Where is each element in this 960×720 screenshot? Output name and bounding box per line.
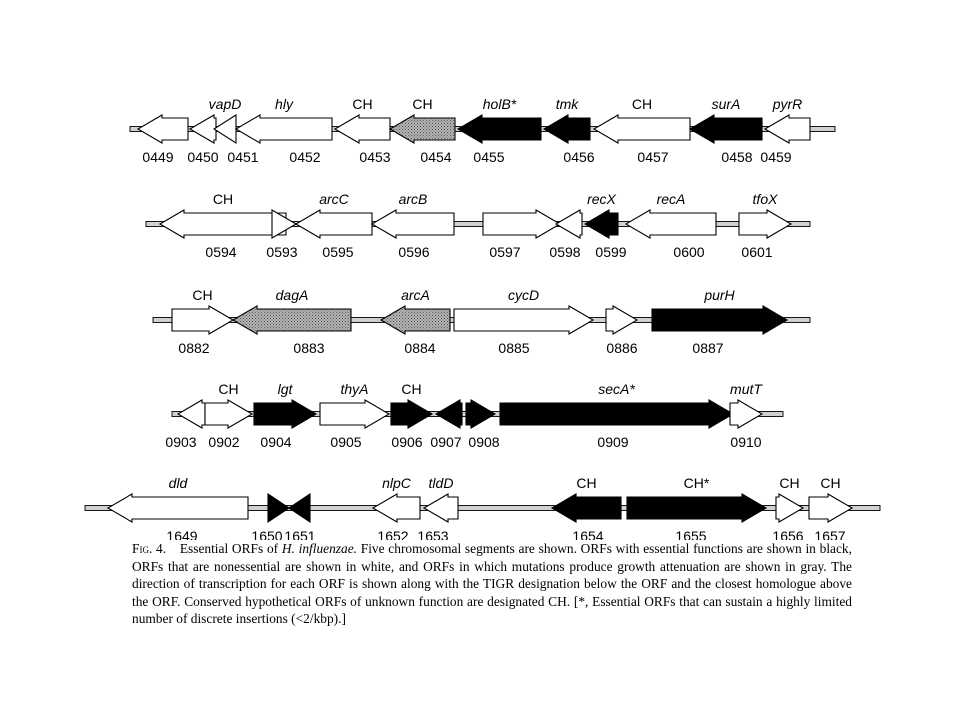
orf-arrow: [556, 210, 582, 238]
orf-arrow: [606, 306, 637, 334]
caption-lead: Essential ORFs of: [179, 541, 279, 556]
orf-designation: 0600: [673, 244, 705, 260]
orf-arrow: [254, 400, 316, 428]
orf-homolog: CH: [218, 381, 239, 397]
orf-designation: 0908: [468, 434, 500, 450]
orf-homolog: arcC: [319, 191, 349, 207]
orf-homolog: hly: [275, 96, 293, 112]
orf-homolog: CH: [820, 475, 841, 491]
orf-homolog: thyA: [340, 381, 369, 397]
orf-homolog: tmk: [555, 96, 579, 112]
orf-homolog: CH: [631, 96, 653, 112]
orf-homolog: CH: [779, 475, 800, 491]
orf-designation: 0886: [606, 340, 638, 356]
orf-homolog: dld: [168, 475, 188, 491]
orf-homolog: vapD: [208, 96, 242, 112]
orf-arrow: [160, 210, 286, 238]
orf-designation: 1653: [417, 528, 449, 540]
orf-homolog: lgt: [277, 381, 293, 397]
orf-designation: 0452: [289, 149, 321, 165]
orf-designation: 0594: [205, 244, 237, 260]
orf-designation: 0887: [692, 340, 724, 356]
caption-species: H. influenzae.: [281, 541, 357, 556]
orf-arrow: [454, 306, 593, 334]
orf-designation: 0601: [741, 244, 773, 260]
orf-homolog: nlpC: [382, 475, 411, 491]
orf-arrow: [466, 400, 495, 428]
orf-designation: 0458: [721, 149, 753, 165]
orf-arrow: [289, 494, 310, 522]
orf-homolog: CH: [352, 96, 373, 112]
orf-designation: 0909: [597, 434, 629, 450]
chromosome-segment: [146, 191, 810, 260]
orf-arrow: [483, 210, 560, 238]
orf-arrow: [268, 494, 289, 522]
chromosome-segment: [153, 287, 810, 356]
orf-homolog: CH: [412, 96, 433, 112]
orf-designation: 1649: [166, 528, 198, 540]
orf-arrow: [320, 400, 389, 428]
orf-homolog: CH: [576, 475, 597, 491]
orf-designation: 0599: [595, 244, 627, 260]
orf-homolog: tldD: [428, 475, 454, 491]
orf-arrow: [627, 494, 766, 522]
orf-designation: 0451: [227, 149, 259, 165]
orf-arrow: [373, 494, 420, 522]
orf-homolog: recA: [656, 191, 686, 207]
orf-designation: 0910: [730, 434, 762, 450]
orf-designation: 0904: [260, 434, 292, 450]
orf-arrow: [552, 494, 621, 522]
orf-homolog: recX: [587, 191, 616, 207]
orf-designation: 0597: [489, 244, 521, 260]
orf-designation: 0907: [430, 434, 462, 450]
orf-arrow: [626, 210, 716, 238]
orf-homolog: holB*: [482, 96, 517, 112]
orf-designation: 0455: [473, 149, 505, 165]
orf-designation: 0449: [142, 149, 174, 165]
orf-arrow: [594, 115, 690, 143]
orf-designation: 1654: [572, 528, 604, 540]
orf-arrow: [391, 400, 432, 428]
orf-arrow: [765, 115, 810, 143]
orf-arrow: [172, 306, 233, 334]
orf-arrow: [544, 115, 590, 143]
orf-designation: 0903: [165, 434, 197, 450]
orf-designation: 0456: [563, 149, 595, 165]
orf-designation: 0598: [549, 244, 581, 260]
orf-arrow: [690, 115, 762, 143]
orf-designation: 0884: [404, 340, 436, 356]
orf-designation: 1650: [251, 528, 283, 540]
orf-arrow: [458, 115, 541, 143]
orf-arrow: [190, 115, 216, 143]
orf-designation: 0882: [178, 340, 210, 356]
orf-homolog: arcB: [398, 191, 428, 207]
orf-arrow: [138, 115, 188, 143]
orf-designation: 0905: [330, 434, 362, 450]
orf-designation: 0595: [322, 244, 354, 260]
orf-arrow: [236, 115, 332, 143]
orf-designation: 0906: [391, 434, 423, 450]
orf-designation: 0885: [498, 340, 530, 356]
orf-arrow: [776, 494, 803, 522]
orf-arrow: [233, 306, 351, 334]
orf-arrow: [424, 494, 458, 522]
orf-arrow: [381, 306, 450, 334]
orf-arrow: [809, 494, 852, 522]
orf-homolog: CH: [401, 381, 422, 397]
orf-designation: 1656: [772, 528, 804, 540]
orf-arrow: [205, 400, 252, 428]
orf-homolog: purH: [704, 287, 735, 303]
orf-arrow: [108, 494, 248, 522]
orf-homolog: surA: [711, 96, 741, 112]
orf-homolog: dagA: [275, 287, 309, 303]
orf-arrow: [178, 400, 205, 428]
orf-homolog: secA*: [598, 381, 635, 397]
orf-arrow: [585, 210, 618, 238]
orf-designation: 0454: [420, 149, 452, 165]
orf-homolog: CH*: [683, 475, 710, 491]
caption-label: Fig. 4.: [132, 541, 167, 556]
orf-arrow: [652, 306, 787, 334]
orf-homolog: arcA: [401, 287, 430, 303]
orf-homolog: cycD: [507, 287, 540, 303]
chromosome-segment: [130, 96, 835, 165]
orf-homolog: tfoX: [752, 191, 778, 207]
orf-homolog: CH: [212, 191, 234, 207]
orf-homolog: mutT: [730, 381, 762, 397]
orf-homolog: pyrR: [772, 96, 803, 112]
orf-arrow: [730, 400, 762, 428]
orf-designation: 1657: [814, 528, 846, 540]
orf-arrow: [500, 400, 733, 428]
orf-arrow: [739, 210, 791, 238]
chromosome-segment: [85, 475, 880, 540]
orf-designation: 0457: [637, 149, 669, 165]
orf-designation: 0453: [359, 149, 391, 165]
orf-designation: 1652: [377, 528, 409, 540]
orf-designation: 0450: [187, 149, 219, 165]
orf-designation: 0902: [208, 434, 240, 450]
orf-arrow: [372, 210, 454, 238]
chromosome-segment: [165, 381, 783, 450]
orf-designation: 1651: [284, 528, 316, 540]
orf-designation: 0593: [266, 244, 298, 260]
orf-arrow: [214, 115, 236, 143]
caption-text: Five chromosomal segments are shown. ORFs with essential functions are shown in black, ORFs that are nonessential are shown in white, and ORFs in which mutations produce growth attenuation are shown in gray. The direction of transcription for each ORF is shown along with the TIGR designation below the ORF and the closest homologue above the ORF. Conserved hypothetical ORFs of unknown function are designated CH. [*, Essential ORFs that can sustain a highly limited number of discrete insertions (<2/kbp).]: [132, 541, 852, 627]
orf-designation: 0883: [293, 340, 325, 356]
orf-arrow: [390, 115, 455, 143]
orf-homolog: CH: [192, 287, 213, 303]
figure-caption: [132, 540, 852, 628]
orf-designation: 0459: [760, 149, 792, 165]
orf-designation: 1655: [675, 528, 707, 540]
orf-arrow: [436, 400, 462, 428]
orf-arrow: [335, 115, 390, 143]
orf-designation: 0596: [398, 244, 430, 260]
orf-arrow: [296, 210, 372, 238]
